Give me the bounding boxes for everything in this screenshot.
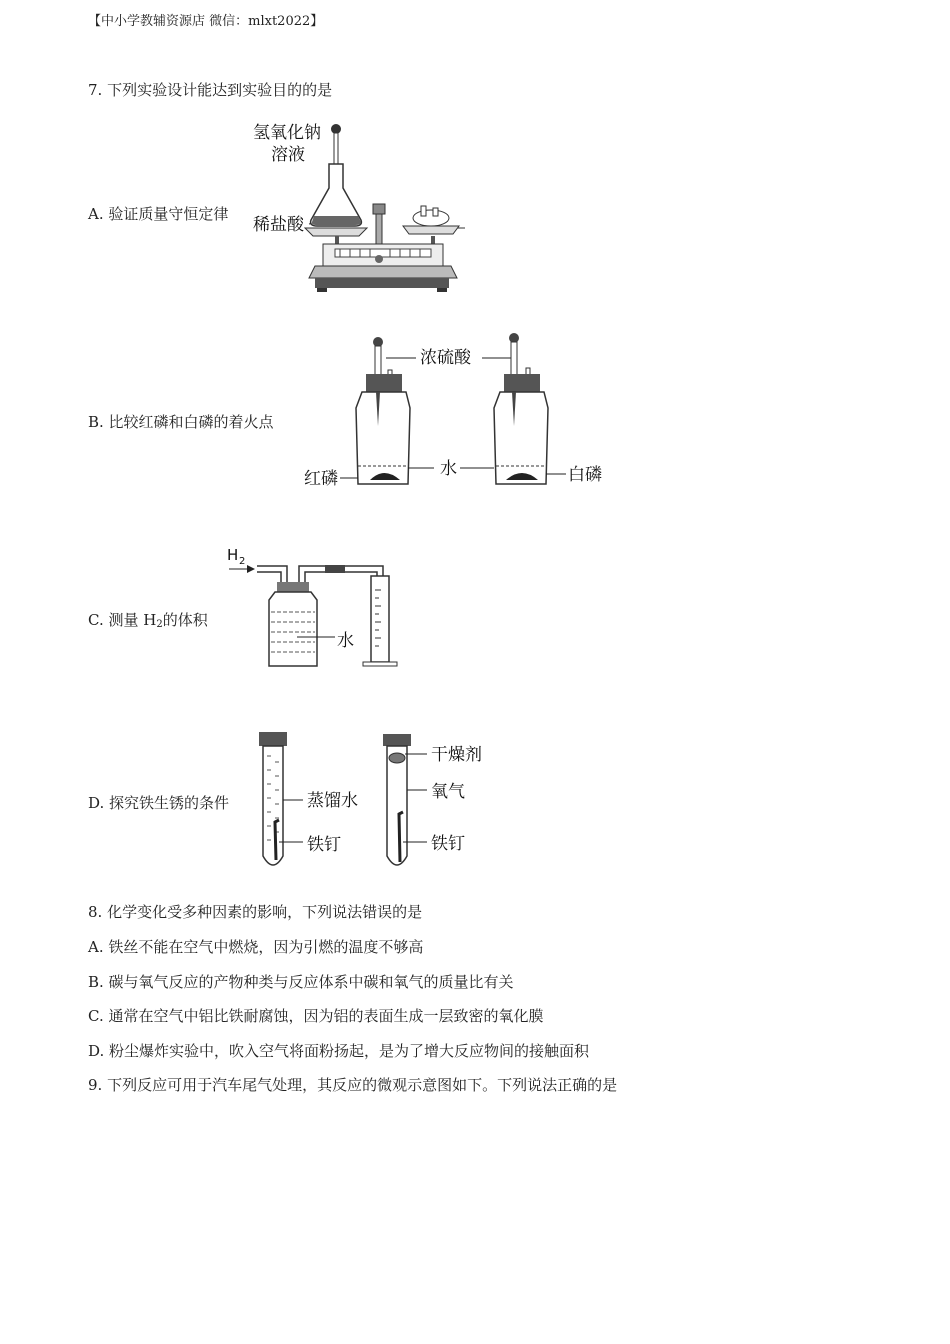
q7-d-figure-iron-rust bbox=[255, 730, 505, 875]
label-h2-sub: 2 bbox=[239, 556, 246, 567]
label-nail-1: 铁钉 bbox=[307, 835, 341, 855]
q7-option-c bbox=[88, 610, 208, 635]
q7-c-text-pre: C. 测量 H bbox=[88, 611, 157, 629]
label-nail-2: 铁钉 bbox=[431, 834, 465, 854]
q7-b-figure-phosphorus bbox=[300, 330, 620, 490]
label-oxygen: 氧气 bbox=[431, 782, 465, 802]
label-water-c: 水 bbox=[337, 631, 354, 651]
label-solution: 溶液 bbox=[271, 145, 305, 165]
label-naoh: 氢氧化钠 bbox=[253, 123, 321, 143]
question-7-stem: 7. 下列实验设计能达到实验目的的是 bbox=[88, 81, 333, 99]
q7-c-subscript: 2 bbox=[156, 619, 163, 630]
question-8-stem: 8. 化学变化受多种因素的影响，下列说法错误的是 bbox=[88, 903, 423, 921]
q7-a-figure-balance bbox=[245, 118, 465, 296]
q8-option-c: C. 通常在空气中铝比铁耐腐蚀，因为铝的表面生成一层致密的氧化膜 bbox=[88, 1007, 544, 1025]
q8-option-d: D. 粉尘爆炸实验中，吹入空气将面粉扬起，是为了增大反应物间的接触面积 bbox=[88, 1042, 590, 1060]
label-desiccant: 干燥剂 bbox=[431, 745, 482, 765]
label-distilled-water: 蒸馏水 bbox=[307, 791, 358, 811]
page-header: 【中小学教辅资源店 微信：mlxt2022】 bbox=[88, 14, 324, 29]
q7-c-figure-gas-volume bbox=[225, 540, 400, 672]
q7-option-a: A. 验证质量守恒定律 bbox=[88, 205, 229, 223]
label-water: 水 bbox=[440, 459, 457, 479]
label-red-phosphorus: 红磷 bbox=[304, 469, 338, 489]
label-dilute-hcl: 稀盐酸 bbox=[253, 215, 304, 235]
label-h2: H bbox=[227, 546, 239, 564]
q8-option-b: B. 碳与氧气反应的产物种类与反应体系中碳和氧气的质量比有关 bbox=[88, 973, 514, 991]
q7-option-b: B. 比较红磷和白磷的着火点 bbox=[88, 413, 274, 431]
label-white-phosphorus: 白磷 bbox=[568, 465, 602, 485]
question-9-stem: 9. 下列反应可用于汽车尾气处理，其反应的微观示意图如下。下列说法正确的是 bbox=[88, 1076, 618, 1094]
q8-option-a: A. 铁丝不能在空气中燃烧，因为引燃的温度不够高 bbox=[88, 938, 424, 956]
label-conc-h2so4: 浓硫酸 bbox=[420, 348, 471, 368]
q7-c-text-post: 的体积 bbox=[162, 611, 208, 629]
q7-option-d: D. 探究铁生锈的条件 bbox=[88, 794, 230, 812]
